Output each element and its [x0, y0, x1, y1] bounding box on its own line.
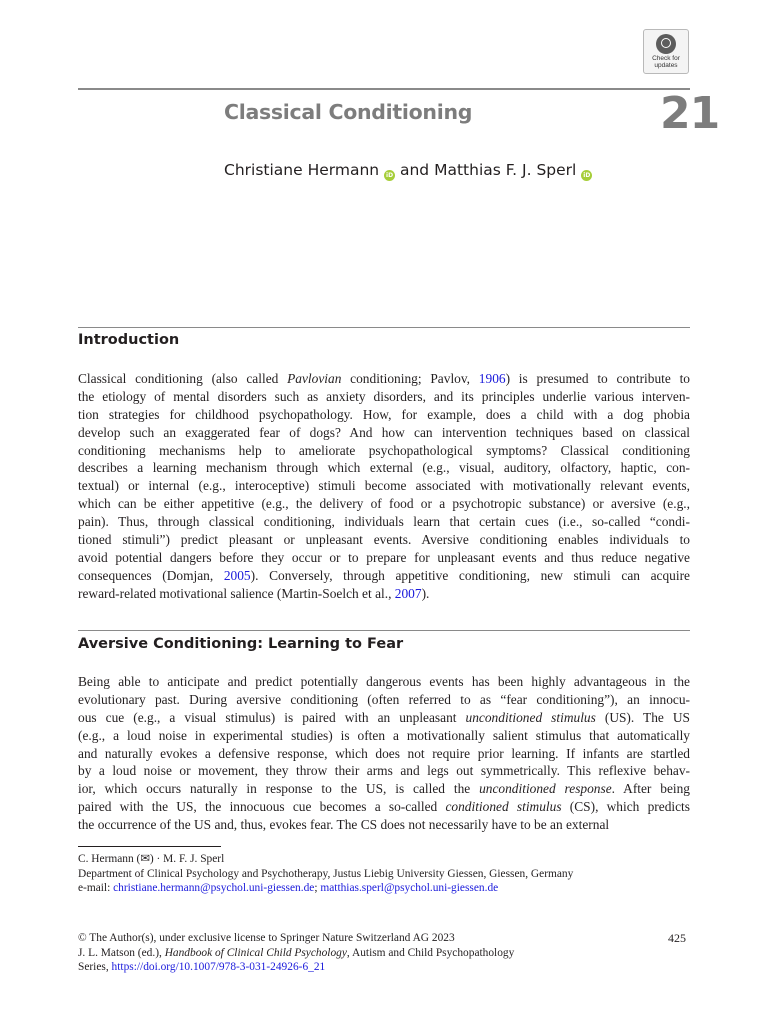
- orcid-icon[interactable]: iD: [583, 172, 591, 179]
- text-line: reward-related motivational salience (Martin-Soelch et al., 2007).: [78, 585, 430, 601]
- italic-term: unconditioned stimulus: [465, 709, 596, 725]
- citation-link[interactable]: 2005: [223, 567, 251, 583]
- footnote-rule: [78, 846, 221, 847]
- section-rule: [78, 327, 690, 328]
- text-line: tioned stimuli”) predict pleasant or unpleasant events. Aversive conditioning enables individuals to: [78, 532, 690, 548]
- doi-link[interactable]: https://doi.org/10.1007/978-3-031-24926-6_21: [111, 961, 326, 973]
- page-number: 425: [668, 931, 686, 945]
- header-rule: [78, 88, 690, 90]
- text-line: by a loud noise or movement, they throw their arms and legs out symmetrically. This reflexive behav-: [78, 763, 690, 779]
- orcid-icon[interactable]: iD: [386, 172, 394, 179]
- copyright-block: [78, 931, 690, 975]
- section-heading-introduction: Introduction: [78, 332, 180, 348]
- aversive-conditioning-paragraph: [78, 673, 690, 834]
- text-line: ior, which occurs naturally in response to the US, is called the unconditioned response. After being: [78, 781, 691, 797]
- series-line: Series, https://doi.org/10.1007/978-3-031-24926-6_21: [78, 961, 326, 973]
- italic-term: Pavlovian: [287, 371, 342, 386]
- citation-line: J. L. Matson (ed.), Handbook of Clinical Child Psychology, Autism and Child Psychopathology: [78, 946, 515, 959]
- text-line: pain). Thus, through classical conditioning, individuals learn that certain cues (i.e., so-called “condi-: [78, 514, 690, 530]
- author-line: [224, 161, 592, 181]
- text-line: (e.g., a loud noise in experimental studies) is often a motivationally salient stimulus that automatically: [78, 727, 690, 743]
- text-line: ous cue (e.g., a visual stimulus) is paired with an unpleasant unconditioned stimulus (US). The US: [78, 709, 690, 725]
- check-for-updates-badge[interactable]: [643, 29, 689, 74]
- text-line: the occurrence of the US and, thus, evokes fear. The CS does not necessarily have to be an external: [78, 817, 610, 833]
- text-line: which can be either appetitive (e.g., the delivery of food or a psychotropic substance) or aversive (e.g.,: [78, 496, 690, 512]
- copyright-line: © The Author(s), under exclusive license to Springer Nature Switzerland AG 2023: [78, 932, 455, 944]
- mail-icon[interactable]: ✉: [140, 853, 150, 865]
- author-name: Matthias F. J. Sperl: [434, 161, 577, 179]
- italic-term: conditioned stimulus: [445, 799, 562, 815]
- text-line: paired with the US, the innocuous cue becomes a so-called conditioned stimulus (CS), which predicts: [78, 799, 690, 815]
- update-icon: [656, 34, 676, 54]
- email-link[interactable]: matthias.sperl@psychol.uni-giessen.de: [320, 882, 499, 894]
- chapter-number: 21: [660, 88, 720, 139]
- text-line: and naturally evokes a defensive response, which does not require prior learning. If infants are startled: [78, 745, 690, 761]
- text-line: Being able to anticipate and predict potentially dangerous events has been highly advantageous in the: [78, 674, 690, 689]
- text-line: Classical conditioning (also called Pavlovian conditioning; Pavlov, 1906) is presumed to contribute to: [78, 371, 690, 386]
- italic-term: unconditioned response: [479, 781, 612, 797]
- citation-link[interactable]: 2007: [394, 585, 422, 601]
- text-line: conditioning mechanisms help to ameliorate psychopathological symptoms? Classical conditioning: [78, 442, 690, 458]
- text-line: avoid potential dangers before they occur or to prepare for unpleasant events and thus reduce negative: [78, 549, 690, 565]
- text-line: textual) or internal (e.g., interoceptive) stimuli become associated with motivationally relevant events,: [78, 478, 690, 494]
- text-line: describes a learning mechanism through which external (e.g., visual, auditory, olfactory, haptic, con-: [78, 460, 690, 476]
- section-rule: [78, 630, 690, 631]
- footnote-emails: e-mail: christiane.hermann@psychol.uni-giessen.de; matthias.sperl@psychol.uni-giessen.de: [78, 882, 499, 894]
- text-line: evolutionary past. During aversive conditioning (often referred to as “fear conditioning”), an innocu-: [78, 691, 690, 707]
- footnote-authors: C. Hermann (✉) · M. F. J. Sperl: [78, 853, 225, 865]
- citation-link[interactable]: 1906: [478, 371, 506, 386]
- author-name: Christiane Hermann: [224, 161, 380, 179]
- badge-label-line1: Check for: [652, 55, 680, 62]
- text-line: the etiology of mental disorders such as anxiety disorders, and its principles underlie various interven-: [78, 388, 690, 404]
- text-line: consequences (Domjan, 2005). Conversely, through appetitive conditioning, new stimuli can acquire: [78, 567, 690, 583]
- introduction-paragraph: [78, 370, 690, 603]
- text-line: develop such an exaggerated fear of dogs? And how can intervention techniques based on classical: [78, 424, 690, 440]
- author-footnote: [78, 852, 690, 896]
- badge-label-line2: updates: [654, 62, 678, 69]
- section-heading-aversive-conditioning: Aversive Conditioning: Learning to Fear: [78, 636, 404, 652]
- footnote-affiliation: Department of Clinical Psychology and Psychotherapy, Justus Liebig University Giessen, Giessen, Germany: [78, 867, 574, 880]
- chapter-title: Classical Conditioning: [224, 100, 473, 124]
- email-link[interactable]: christiane.hermann@psychol.uni-giessen.de: [113, 882, 315, 894]
- book-title: Handbook of Clinical Child Psychology: [164, 946, 347, 959]
- author-conjunction: and: [399, 161, 430, 179]
- text-line: tion strategies for childhood psychopathology. How, for example, does a child with a dog phobia: [78, 406, 690, 422]
